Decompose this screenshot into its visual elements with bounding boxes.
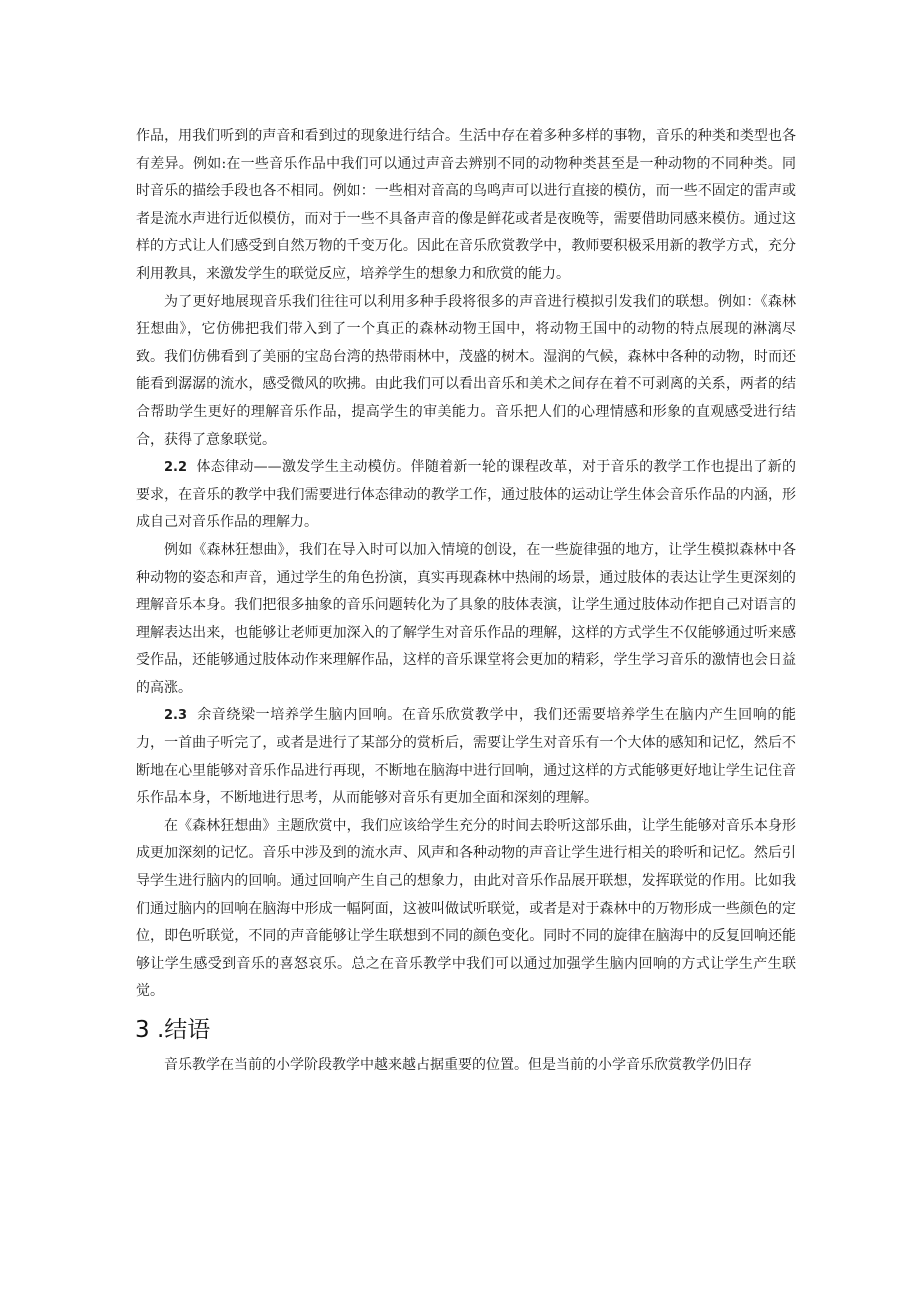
section-number-2-3: 2.3 xyxy=(164,708,188,724)
section-2-2-text: 体态律动——激发学生主动模仿。伴随着新一轮的课程改革，对于音乐的教学工作也提出了新的要求，在音乐的教学中我们需要进行体态律动的教学工作，通过肢体的运动让学生体会音乐作品的内涵，形成自己对音乐作品的理解力。 xyxy=(136,459,797,531)
section-heading-conclusion: 3 .结语 xyxy=(135,1017,211,1043)
paragraph-conclusion: 音乐教学在当前的小学阶段教学中越来越占据重要的位置。但是当前的小学音乐欣赏教学仍旧存 xyxy=(164,1057,752,1073)
paragraph-section-2-3 xyxy=(136,702,796,812)
paragraph-role-play-example: 例如《森林狂想曲》，我们在导入时可以加入情境的创设，在一些旋律强的地方，让学生模拟森林中各种动物的姿态和声音，通过学生的角色扮演，真实再现森林中热闹的场景，通过肢体的表达让学生更深刻的理解音乐本身。我们把很多抽象的音乐问题转化为了具象的肢体表演，让学生通过肢体动作把自己对语言的理解表达出来，也能够让老师更加深入的了解学生对音乐作品的理解，这样的方式学生不仅能够通过听来感受作品，还能够通过肢体动作来理解作品，这样的音乐课堂将会更加的精彩，学生学习音乐的激情也会日益的高涨。 xyxy=(136,541,796,696)
section-number-2-2: 2.2 xyxy=(164,460,188,476)
paragraph-section-2-2 xyxy=(136,454,796,537)
paragraph-echo-example: 在《森林狂想曲》主题欣赏中，我们应该给学生充分的时间去聆听这部乐曲，让学生能够对音乐本身形成更加深刻的记忆。音乐中涉及到的流水声、风声和各种动物的声音让学生进行相关的聆听和记忆。然后引导学生进行脑内的回响。通过回响产生自己的想象力，由此对音乐作品展开联想，发挥联觉的作用。比如我们通过脑内的回响在脑海中形成一幅阿面，这被叫做试听联觉，或者是对于森林中的万物形成一些颜色的定位，即色听联觉，不同的声音能够让学生联想到不同的颜色变化。同时不同的旋律在脑海中的反复回响还能够让学生感受到音乐的喜怒哀乐。总之在音乐教学中我们可以通过加强学生脑内回响的方式让学生产生联觉。 xyxy=(136,817,796,1000)
document-body xyxy=(136,123,796,1080)
paragraph-continuation: 作品，用我们听到的声音和看到过的现象进行结合。生活中存在着多种多样的事物，音乐的种类和类型也各有差异。例如:在一些音乐作品中我们可以通过声音去辨别不同的动物种类甚至是一种动物的不同种类。同时音乐的描绘手段也各不相同。例如：一些相对音高的鸟鸣声可以进行直接的模仿，而一些不固定的雷声或者是流水声进行近似模仿，而对于一些不具备声音的像是鲜花或者是夜晚等，需要借助同感来模仿。通过这样的方式让人们感受到自然万物的千变万化。因此在音乐欣赏教学中，教师要积极采用新的教学方式，充分利用教具，来激发学生的联觉反应，培养学生的想象力和欣赏的能力。 xyxy=(136,128,796,282)
paragraph-forest-rhapsody-intro: 为了更好地展现音乐我们往往可以利用多种手段将很多的声音进行模拟引发我们的联想。例如：《森林狂想曲》，它仿佛把我们带入到了一个真正的森林动物王国中，将动物王国中的动物的特点展现的淋漓尽致。我们仿佛看到了美丽的宝岛台湾的热带雨林中，茂盛的树木。湿润的气候，森林中各种的动物，时而还能看到潺潺的流水，感受微风的吹拂。由此我们可以看出音乐和美术之间存在着不可剥离的关系，两者的结合帮助学生更好的理解音乐作品，提高学生的审美能力。音乐把人们的心理情感和形象的直观感受进行结合，获得了意象联觉。 xyxy=(136,293,796,448)
section-2-3-text: 余音绕梁一培养学生脑内回响。在音乐欣赏教学中，我们还需要培养学生在脑内产生回响的能力，一首曲子听完了，或者是进行了某部分的赏析后，需要让学生对音乐有一个大体的感知和记忆，然后不断地在心里能够对音乐作品进行再现，不断地在脑海中进行回响，通过这样的方式能够更好地让学生记住音乐作品本身，不断地进行思考，从而能够对音乐有更加全面和深刻的理解。 xyxy=(136,707,797,807)
